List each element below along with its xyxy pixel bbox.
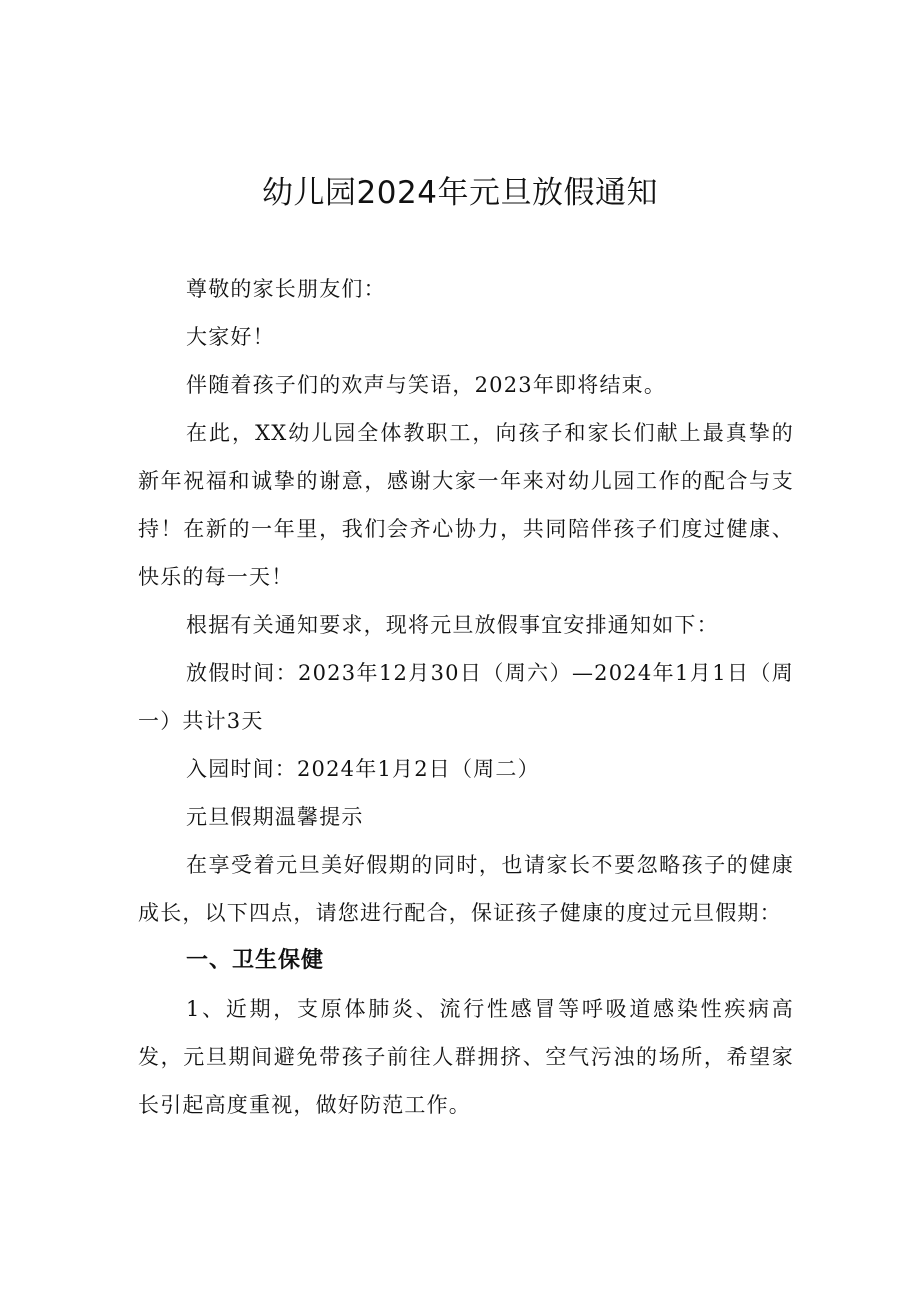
hello-line: 大家好！ <box>186 325 275 349</box>
paragraph-item-1: 1、近期，支原体肺炎、流行性感冒等呼吸道感染性疾病高发，元旦期间避免带孩子前往人群拥挤、空气污浊的场所，希望家长引起高度重视，做好防范工作。 <box>138 997 794 1117</box>
paragraph-arrangement: 根据有关通知要求，现将元旦放假事宜安排通知如下： <box>186 613 719 637</box>
paragraph-tips-intro: 在享受着元旦美好假期的同时，也请家长不要忽略孩子的健康成长，以下四点，请您进行配合，保证孩子健康的度过元旦假期： <box>138 853 794 925</box>
greeting: 尊敬的家长朋友们： <box>186 277 386 301</box>
return-date: 入园时间：2024年1月2日（周二） <box>186 757 540 781</box>
tips-heading: 元旦假期温馨提示 <box>186 805 364 829</box>
paragraph-wishes: 在此，XX幼儿园全体教职工，向孩子和家长们献上最真挚的新年祝福和诚挚的谢意，感谢大家一年来对幼儿园工作的配合与支持！在新的一年里，我们会齐心协力，共同陪伴孩子们度过健康、快乐的每一天！ <box>138 421 794 589</box>
holiday-period: 放假时间：2023年12月30日（周六）—2024年1月1日（周一）共计3天 <box>138 661 794 733</box>
section-heading-hygiene: 一、卫生保健 <box>186 948 325 973</box>
paragraph-intro: 伴随着孩子们的欢声与笑语，2023年即将结束。 <box>186 373 667 397</box>
document-title: 幼儿园2024年元旦放假通知 <box>262 175 658 211</box>
document-body <box>138 265 794 1129</box>
